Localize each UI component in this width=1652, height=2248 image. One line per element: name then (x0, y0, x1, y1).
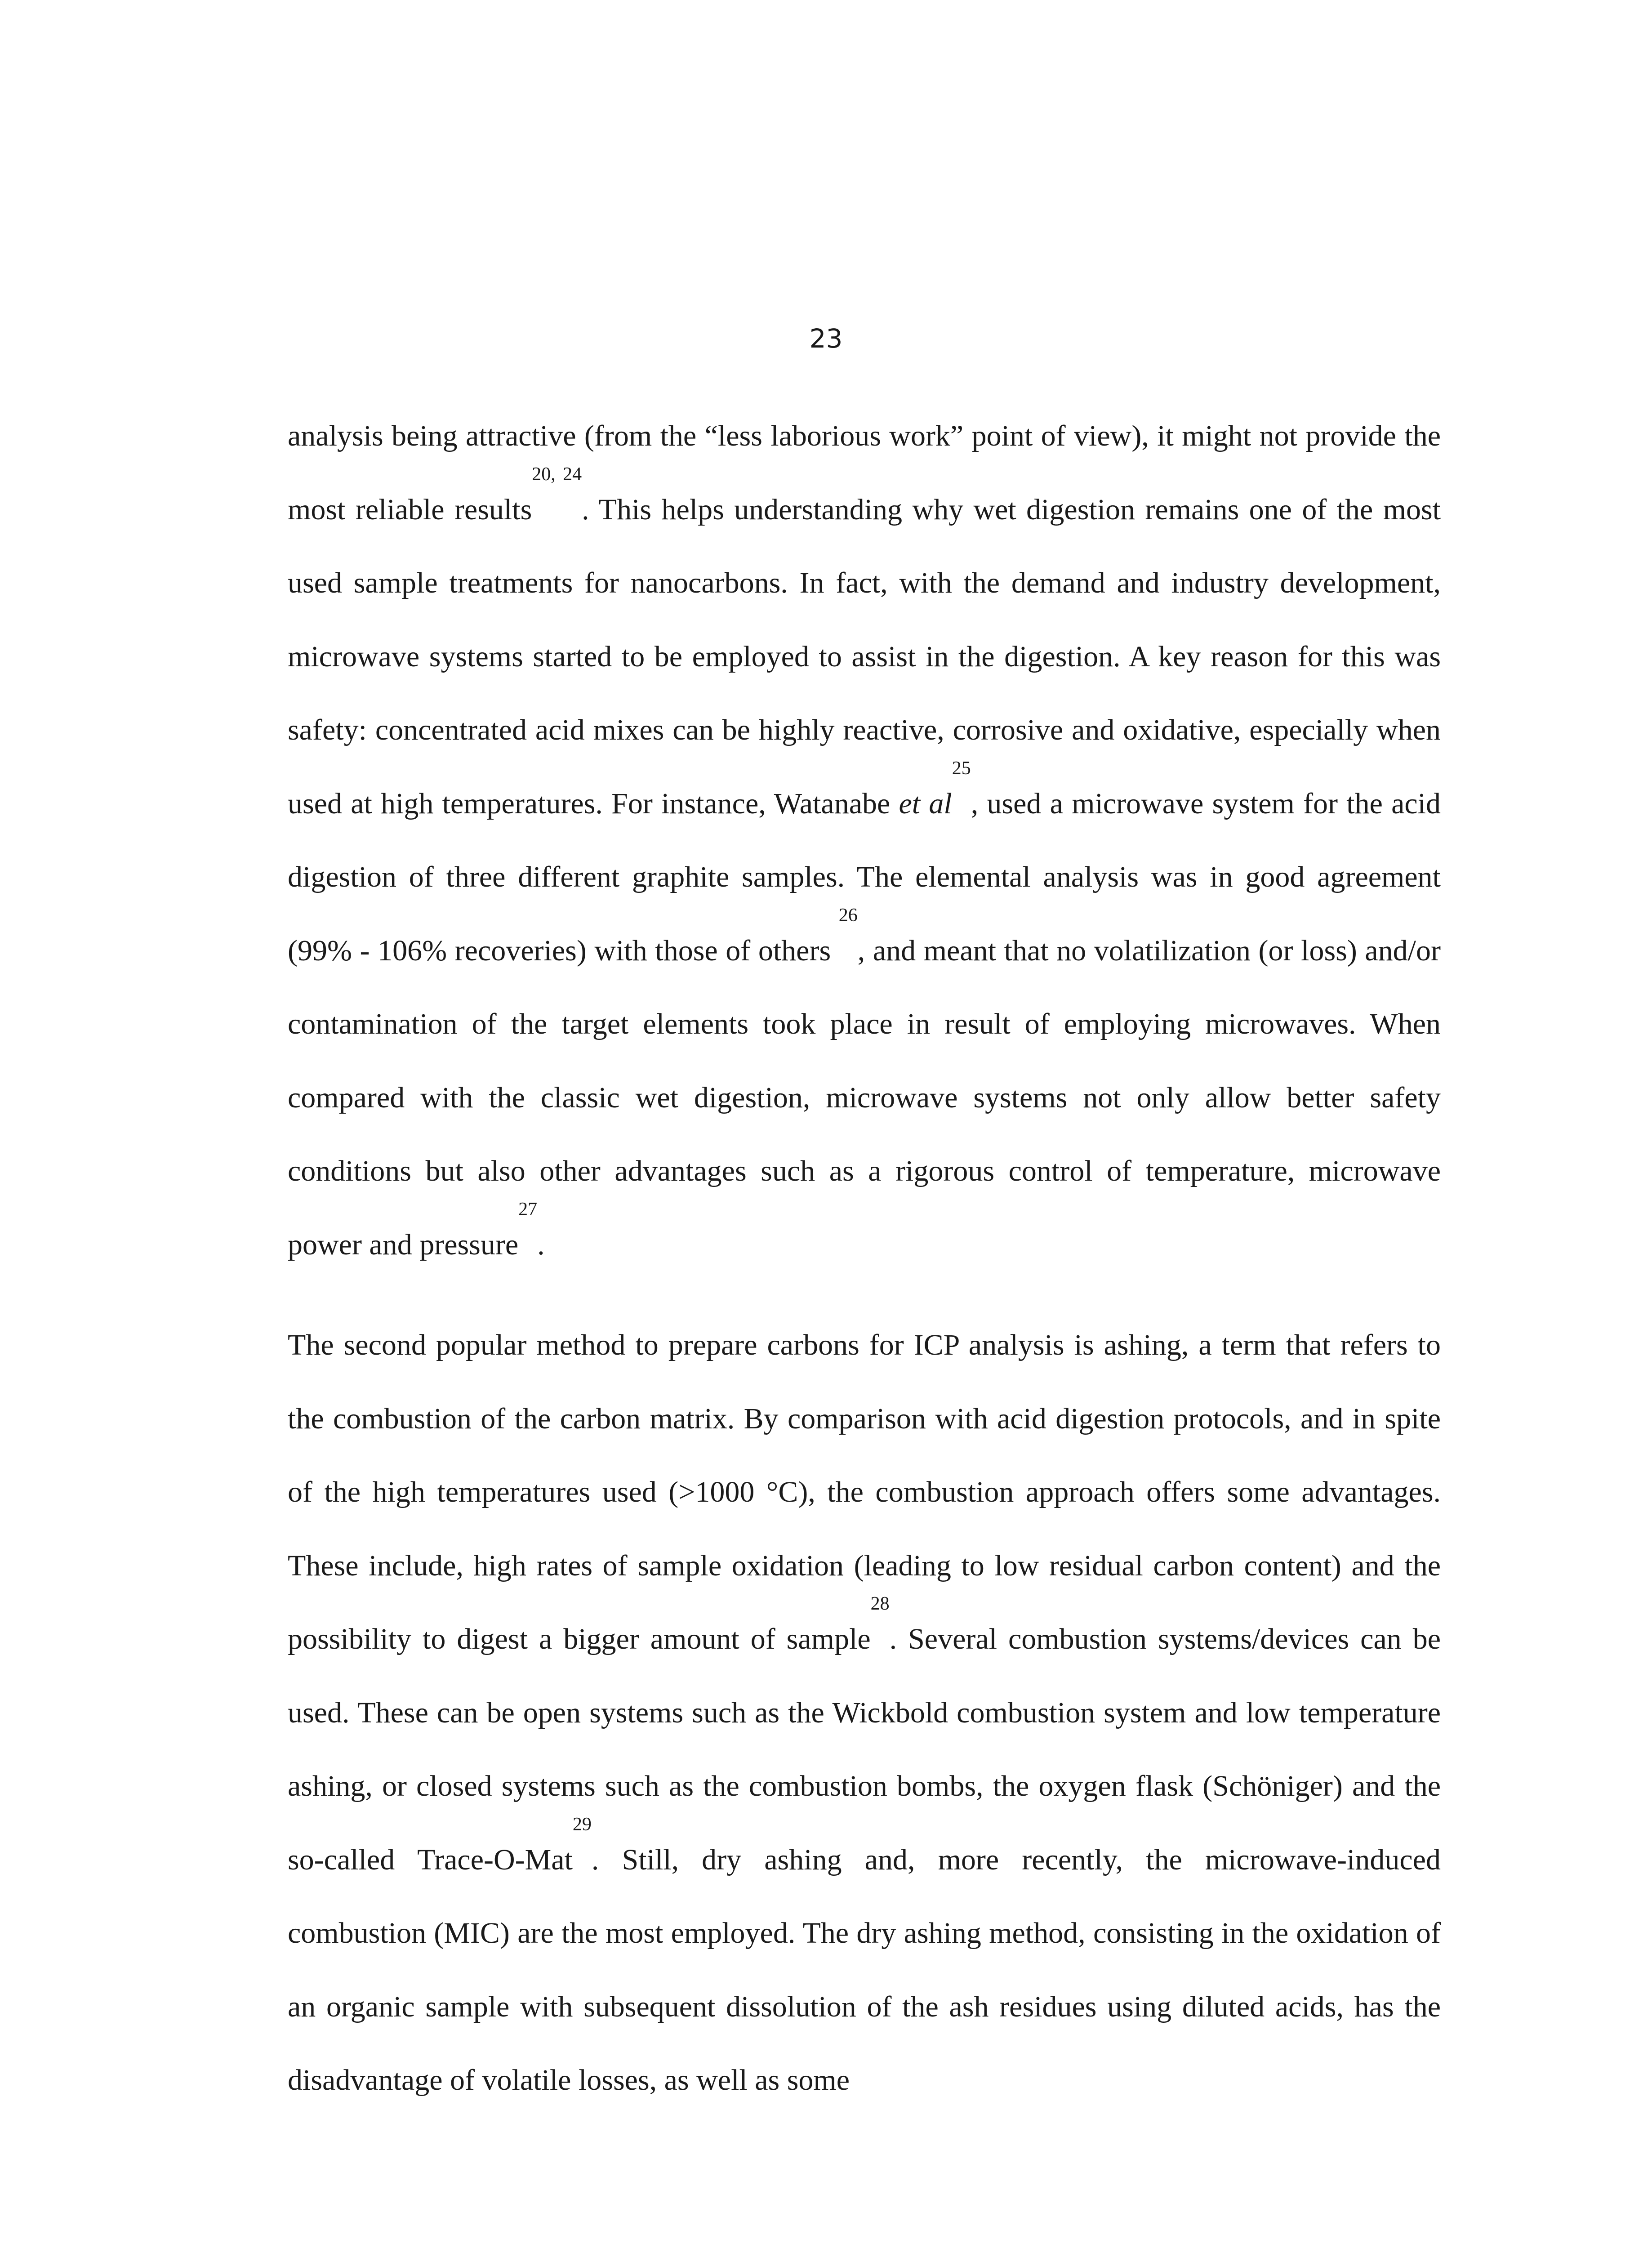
citation-reference: 25 (952, 758, 971, 779)
citation-reference: 28 (870, 1593, 890, 1614)
italic-text: et al (899, 787, 952, 820)
paragraph-text: The second popular method to prepare carbons for ICP analysis is ashing, a term that refers to the combustion of the carbon matrix. By comparison with acid digestion protocols, and in spite of the high temperatures used (>1000 °C), the combustion approach offers some advantages. These include, high rates of sample oxidation (leading to low residual carbon content) and the possibility to digest a bigger amount of sample (288, 1329, 1441, 1655)
paragraph-text: analysis being attractive (from the “less laborious work” point of view), it might not provide the most reliable results (288, 419, 1441, 526)
page-number: 23 (809, 323, 843, 354)
citation-reference: 29 (572, 1814, 592, 1835)
paragraph-ashing (288, 1308, 1441, 2117)
citation-reference: 27 (518, 1199, 538, 1220)
paragraph-wet-digestion (288, 399, 1441, 1281)
citation-reference: 20, 24 (532, 464, 582, 485)
paragraph-text: . Several combustion systems/devices can be used. These can be open systems such as the Wickbold combustion system and low temperature ashing, or closed systems such as the combustion bombs, the oxygen flask (Schöniger) and the so-called Trace-O-Mat (288, 1623, 1441, 1876)
paragraph-text: . (537, 1228, 545, 1261)
citation-reference: 26 (838, 905, 858, 926)
paragraph-text: , and meant that no volatilization (or loss) and/or contamination of the target elements took place in result of employing microwaves. When compared with the classic wet digestion, microwave systems not only allow better safety conditions but also other advantages such as a rigorous control of temperature, microwave power and pressure (288, 934, 1441, 1261)
paragraph-text: . Still, dry ashing and, more recently, the microwave-induced combustion (MIC) are the most employed. The dry ashing method, consisting in the oxidation of an organic sample with subsequent dissolution of the ash residues using diluted acids, has the disadvantage of volatile losses, as well as some (288, 1843, 1441, 2096)
paragraph-text: , used a microwave system for the acid digestion of three different graphite samples. The elemental analysis was in good agreement (99% - 106% recoveries) with those of others (288, 787, 1441, 967)
paragraph-text: . This helps understanding why wet digestion remains one of the most used sample treatments for nanocarbons. In fact, with the demand and industry development, microwave systems started to be employed to assist in the digestion. A key reason for this was safety: concentrated acid mixes can be highly reactive, corrosive and oxidative, especially when used at high temperatures. For instance, Watanabe (288, 493, 1441, 820)
